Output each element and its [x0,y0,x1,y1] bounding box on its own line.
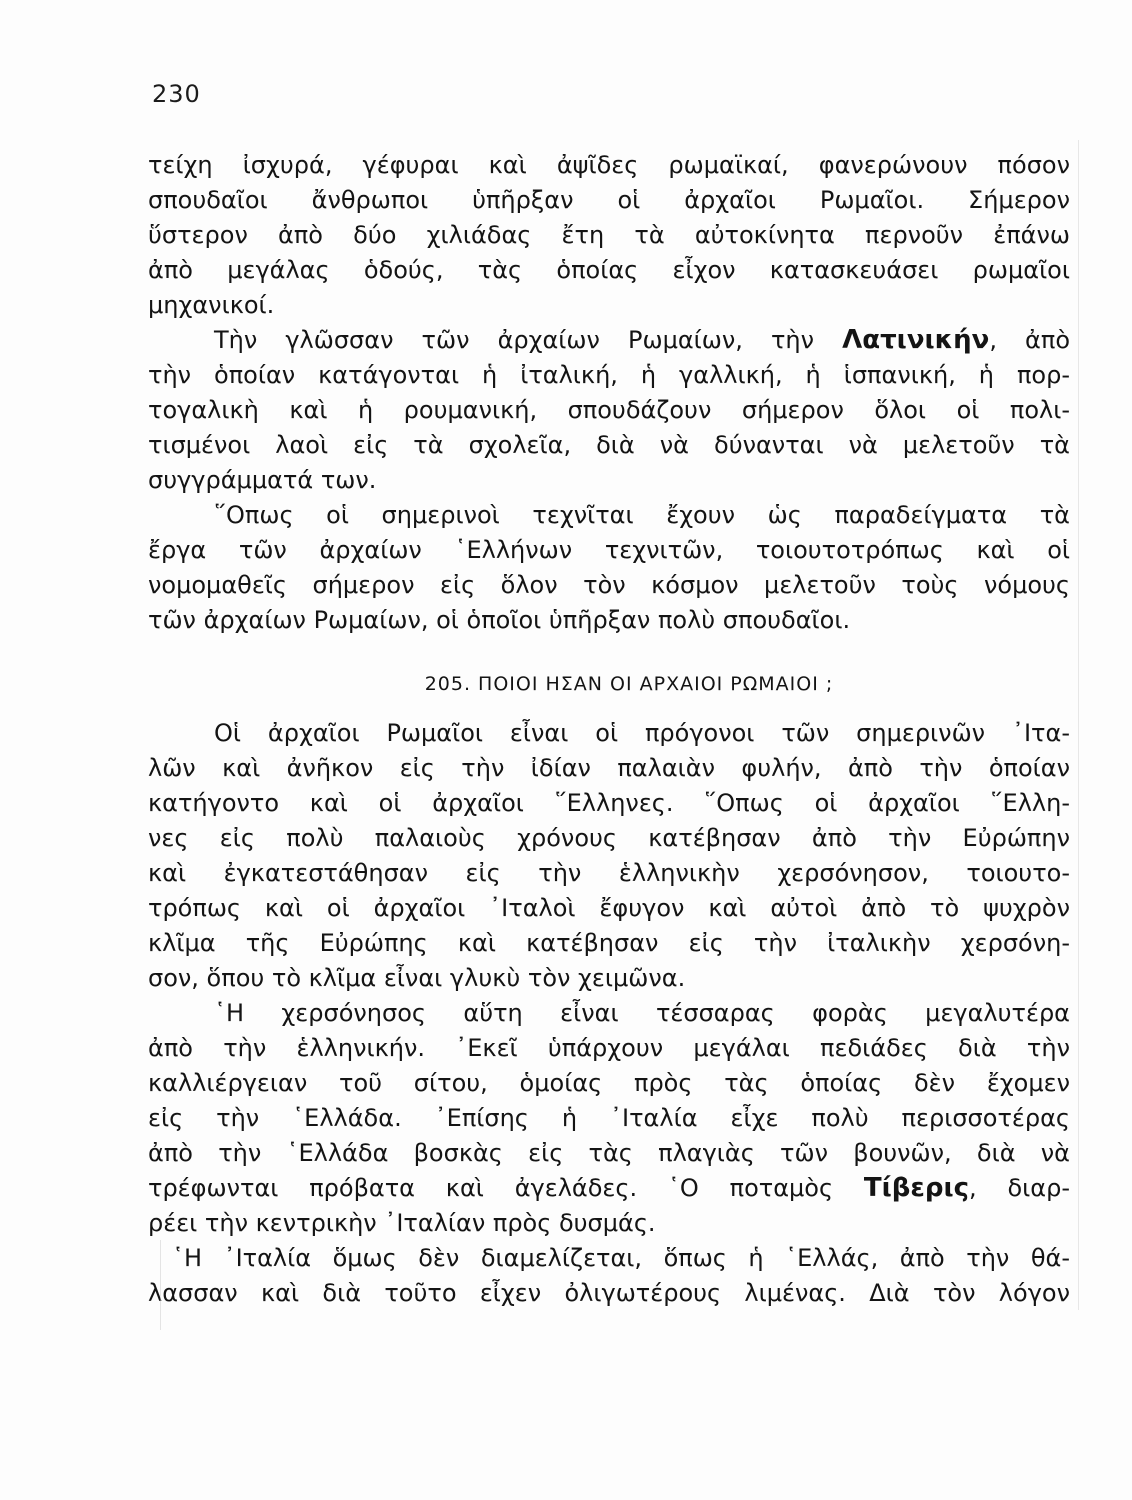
text-run: Τὴν γλῶσσαν τῶν ἀρχαίων Ρωμαίων, τὴν [214,326,843,354]
text-line: λασσαν καὶ διὰ τοῦτο εἶχεν ὀλιγωτέρους λιμένας. Διὰ τὸν λόγον [148,1279,1070,1307]
text-line: μηχανικοί. [148,291,275,319]
paragraph-5 [148,996,1070,1241]
text-run: τρέφωνται πρόβατα καὶ ἀγελάδες. ῾Ο ποταμὸς [148,1174,864,1202]
text-line: νες εἰς πολὺ παλαιοὺς χρόνους κατέβησαν ἀπὸ τὴν Εὐρώπην [148,824,1070,852]
text-line [148,1171,1070,1206]
text-line: Οἱ ἀρχαῖοι Ρωμαῖοι εἶναι οἱ πρόγονοι τῶν σημερινῶν ᾿Ιτα- [214,719,1070,747]
text-line: κατήγοντο καὶ οἱ ἀρχαῖοι ῞Ελληνες. ῞Οπως οἱ ἀρχαῖοι ῞Ελλη- [148,789,1070,817]
paragraph-1 [148,148,1070,323]
text-line: κλῖμα τῆς Εὐρώπης καὶ κατέβησαν εἰς τὴν ἰταλικὴν χερσόνη- [148,929,1070,957]
text-line: ἔργα τῶν ἀρχαίων ῾Ελλήνων τεχνιτῶν, τοιουτοτρόπως καὶ οἱ [148,536,1070,564]
page-number: 230 [152,80,201,108]
spacer [148,704,1070,716]
emphasized-term: Λατινικήν [842,325,990,355]
text-line: ρέει τὴν κεντρικὴν ᾿Ιταλίαν πρὸς δυσμάς. [148,1209,656,1237]
text-run: , ἀπὸ [989,326,1070,354]
text-line: ῾Η ᾿Ιταλία ὅμως δὲν διαμελίζεται, ὅπως ἡ ῾Ελλάς, ἀπὸ τὴν θά- [172,1244,1070,1272]
text-run: , διαρ- [969,1174,1070,1202]
text-line: τῶν ἀρχαίων Ρωμαίων, οἱ ὁποῖοι ὑπῆρξαν πολὺ σπουδαῖοι. [148,606,851,634]
text-line: τογαλικὴ καὶ ἡ ρουμανική, σπουδάζουν σήμερον ὅλοι οἱ πολι- [148,396,1070,424]
spacer [148,638,1070,664]
text-line: καλλιέργειαν τοῦ σίτου, ὁμοίας πρὸς τὰς ὁποίας δὲν ἔχομεν [148,1069,1070,1097]
paragraph-4 [148,716,1070,996]
text-line [148,323,1070,358]
text-line: νομομαθεῖς σήμερον εἰς ὅλον τὸν κόσμον μελετοῦν τοὺς νόμους [148,571,1070,599]
text-line: τὴν ὁποίαν κατάγονται ἡ ἰταλική, ἡ γαλλική, ἡ ἱσπανική, ἡ πορ- [148,361,1070,389]
text-line: συγγράμματά των. [148,466,377,494]
paragraph-2 [148,323,1070,498]
scan-margin-line [160,1240,161,1330]
text-line: τείχη ἰσχυρά, γέφυραι καὶ ἀψῖδες ρωμαϊκαί, φανερώνουν πόσον [148,151,1070,179]
text-line: σπουδαῖοι ἄνθρωποι ὑπῆρξαν οἱ ἀρχαῖοι Ρωμαῖοι. Σήμερον [148,186,1070,214]
text-line: τρόπως καὶ οἱ ἀρχαῖοι ᾿Ιταλοὶ ἔφυγον καὶ αὐτοὶ ἀπὸ τὸ ψυχρὸν [148,894,1070,922]
text-line: ἀπὸ τὴν ῾Ελλάδα βοσκὰς εἰς τὰς πλαγιὰς τῶν βουνῶν, διὰ νὰ [148,1139,1070,1167]
body-text [148,148,1070,1311]
text-line: καὶ ἐγκατεστάθησαν εἰς τὴν ἑλληνικὴν χερσόνησον, τοιουτο- [148,859,1070,887]
emphasized-term: Τίβερις [863,1173,970,1203]
scan-margin-line [1078,140,1079,1310]
section-heading: 205. ΠΟΙΟΙ ΗΣΑΝ ΟΙ ΑΡΧΑΙΟΙ ΡΩΜΑΙΟΙ ; [424,673,834,695]
text-line: εἰς τὴν ῾Ελλάδα. ᾿Επίσης ἡ ᾿Ιταλία εἶχε πολὺ περισσοτέρας [148,1104,1070,1132]
text-line: ἀπὸ τὴν ἑλληνικήν. ᾿Εκεῖ ὑπάρχουν μεγάλαι πεδιάδες διὰ τὴν [148,1034,1070,1062]
text-line: λῶν καὶ ἀνῆκον εἰς τὴν ἰδίαν παλαιὰν φυλήν, ἀπὸ τὴν ὁποίαν [148,754,1070,782]
text-line: ῾Η χερσόνησος αὕτη εἶναι τέσσαρας φορὰς μεγαλυτέρα [214,999,1070,1027]
paragraph-6 [148,1241,1070,1311]
paragraph-3 [148,498,1070,638]
text-line: ὕστερον ἀπὸ δύο χιλιάδας ἔτη τὰ αὐτοκίνητα περνοῦν ἐπάνω [148,221,1070,249]
text-line: ῞Οπως οἱ σημερινοὶ τεχνῖται ἔχουν ὡς παραδείγματα τὰ [214,501,1070,529]
text-line: σον, ὅπου τὸ κλῖμα εἶναι γλυκὺ τὸν χειμῶνα. [148,964,686,992]
text-line: ἀπὸ μεγάλας ὁδούς, τὰς ὁποίας εἶχον κατασκευάσει ρωμαῖοι [148,256,1070,284]
text-line: τισμένοι λαοὶ εἰς τὰ σχολεῖα, διὰ νὰ δύνανται νὰ μελετοῦν τὰ [148,431,1070,459]
